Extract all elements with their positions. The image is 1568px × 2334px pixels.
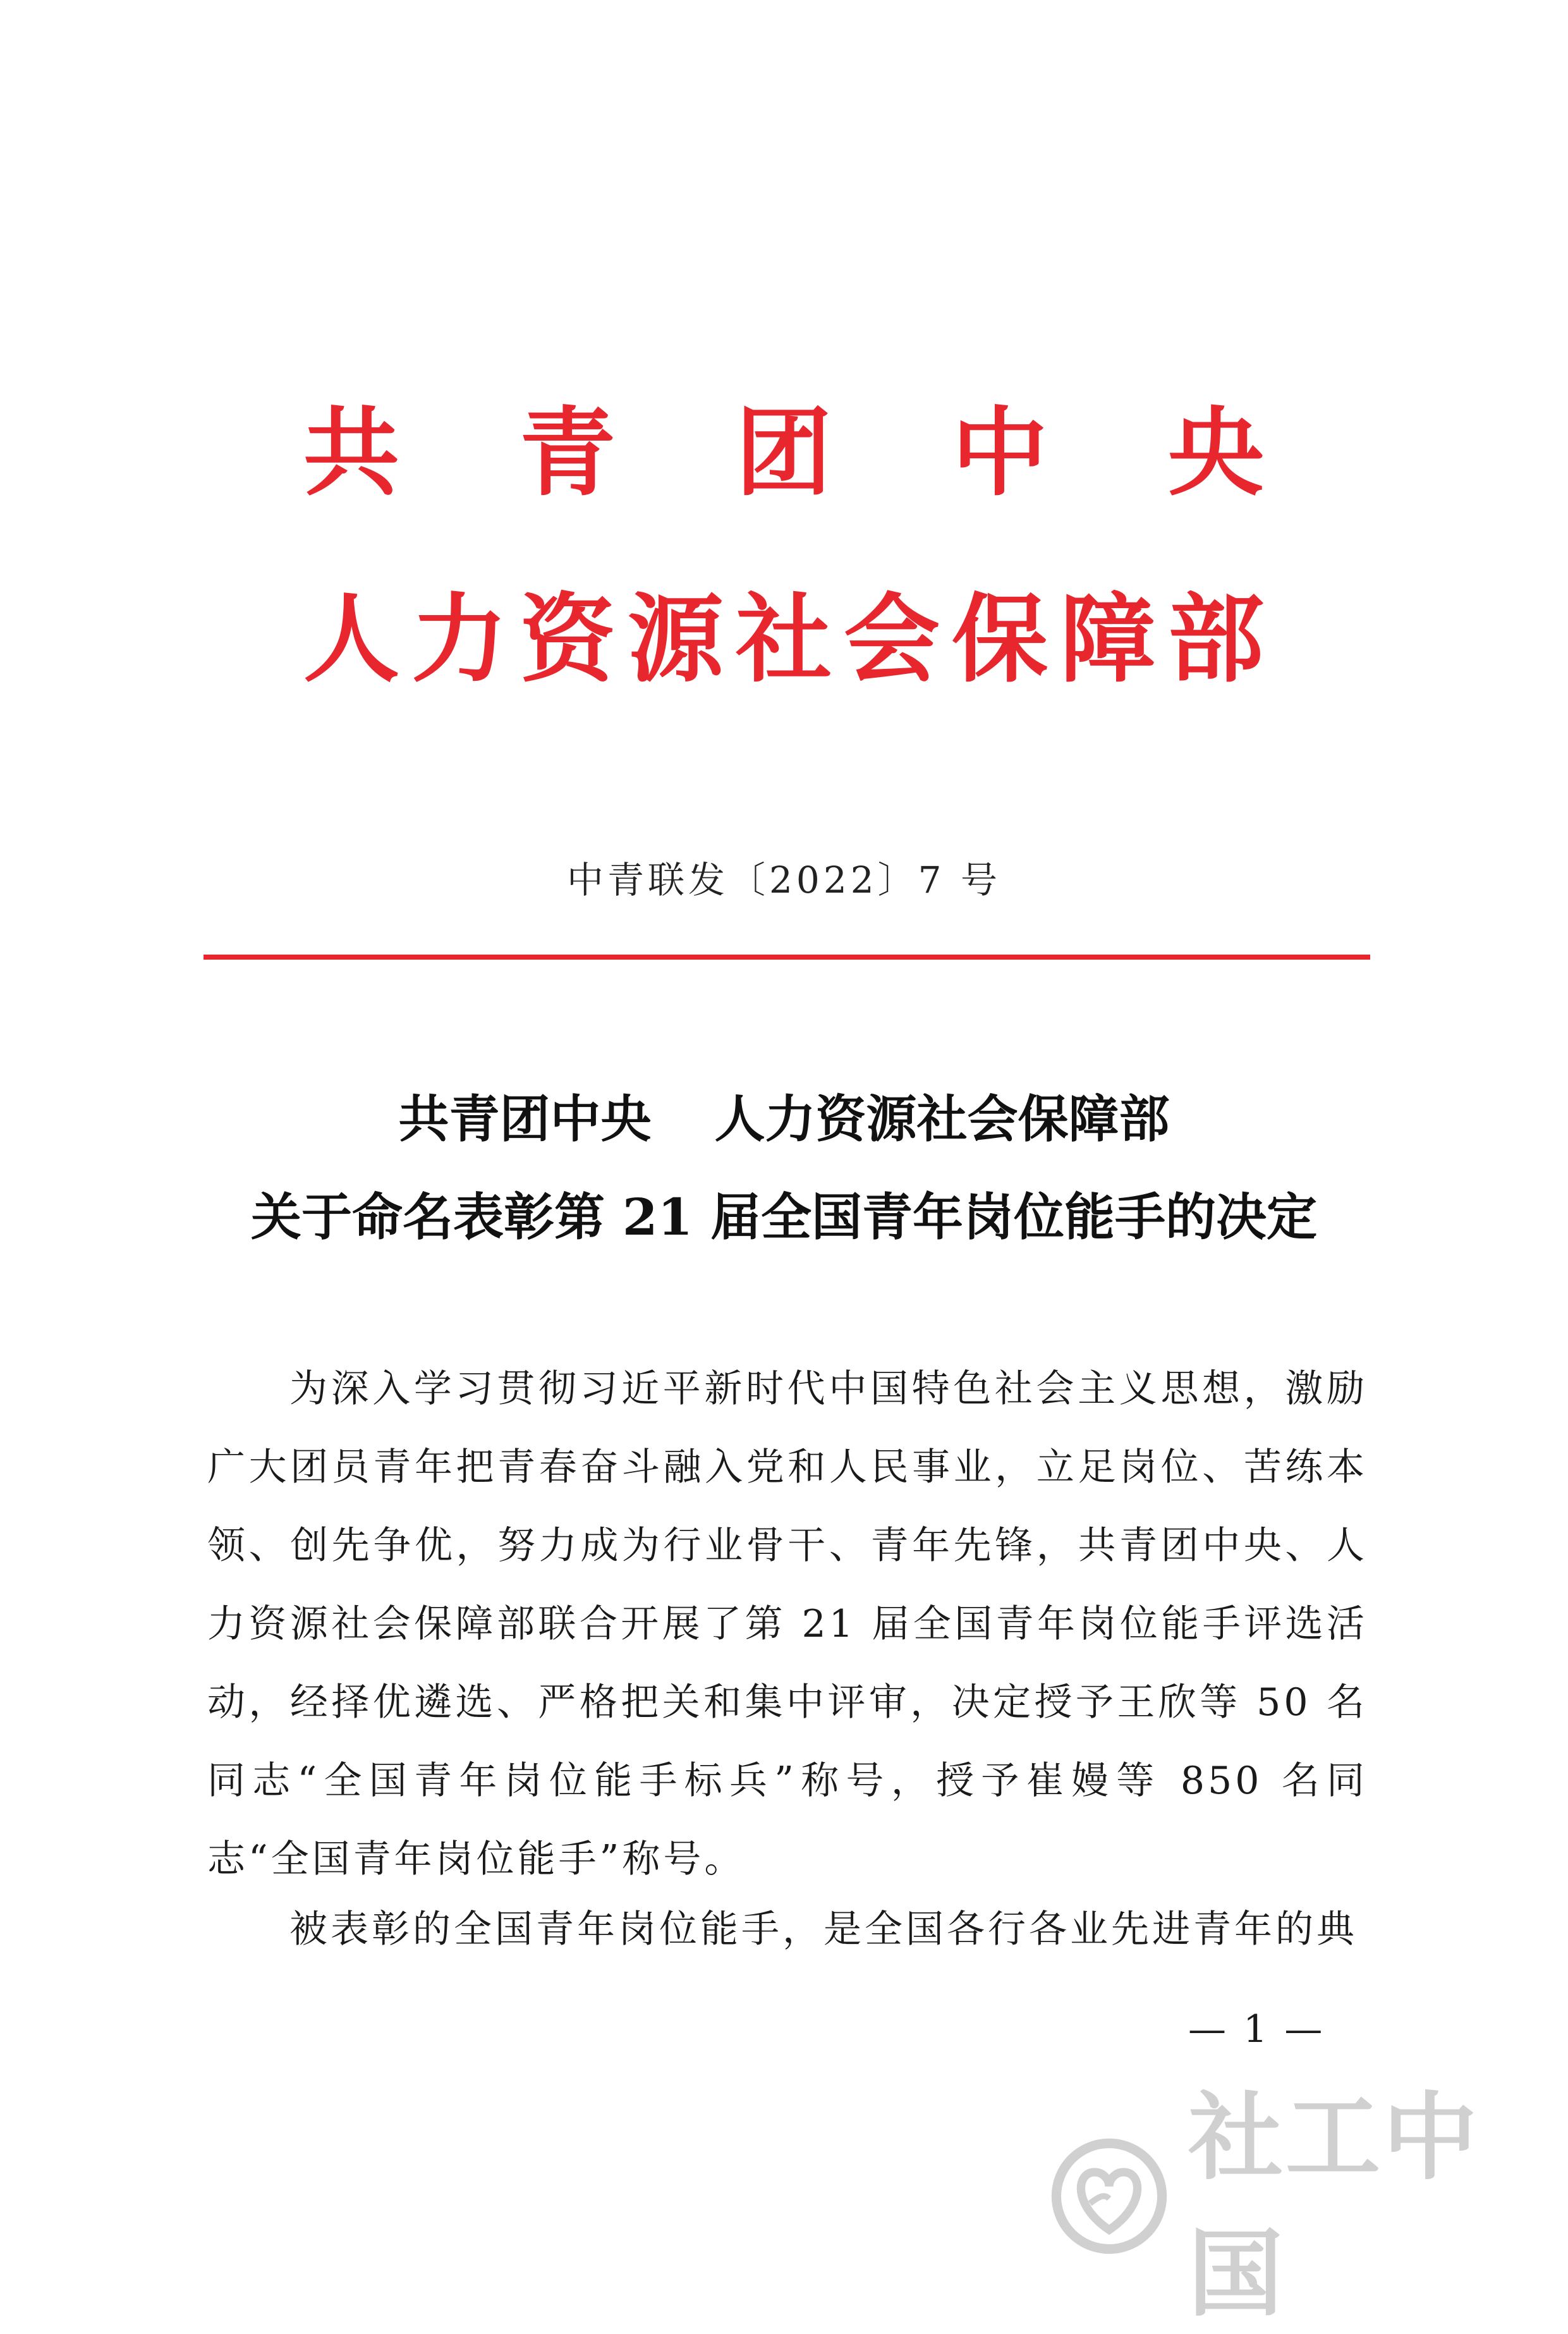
issuer-char: 社: [736, 582, 832, 695]
issuer-char: 部: [1168, 582, 1264, 695]
issuer-char: 中: [952, 396, 1048, 509]
watermark-text: 社工中国: [1188, 2083, 1481, 2330]
title-issuer-1: 共青团中央: [398, 1089, 652, 1149]
issuer-char: 团: [736, 396, 832, 509]
title-issuer-2: 人力资源社会保障部: [714, 1089, 1170, 1149]
issuer-char: 资: [520, 582, 616, 695]
issuer-char: 人: [303, 582, 399, 695]
red-divider-line: [204, 955, 1370, 960]
heart-hands-logo-icon: [1049, 2136, 1169, 2259]
issuer-char: 保: [952, 582, 1048, 695]
issuer-line-2: [303, 582, 1264, 695]
issuer-char: 央: [1168, 396, 1264, 509]
issuer-line-1: [303, 396, 1264, 509]
page-number: — 1 —: [1188, 2007, 1325, 2051]
document-title-line-1: [0, 1089, 1568, 1149]
watermark: [1049, 2061, 1568, 2334]
issuer-char: 障: [1060, 582, 1156, 695]
issuer-char: 力: [411, 582, 507, 695]
body-paragraph-2: 被表彰的全国青年岗位能手，是全国各行各业先进青年的典: [289, 1907, 1358, 1952]
issuer-char: 会: [844, 582, 940, 695]
issuer-char: 源: [628, 582, 724, 695]
document-title-line-2: 关于命名表彰第 21 届全国青年岗位能手的决定: [250, 1187, 1318, 1247]
issuer-char: 共: [303, 396, 399, 509]
body-paragraph-1: 为深入学习贯彻习近平新时代中国特色社会主义思想，激励广大团员青年把青春奋斗融入党和人民事业，立足岗位、苦练本领、创先争优，努力成为行业骨干、青年先锋，共青团中央、人力资源社会保障部联合开展了第 21 届全国青年岗位能手评选活动，经择优遴选、严格把关和集中评审，决定授予王欣等 50 名同志“全国青年岗位能手标兵”称号，授予崔嫚等 850 名同志“全国青年岗位能手”称号。: [207, 1367, 1368, 1881]
document-number: 中青联发〔2022〕7 号: [567, 858, 1001, 901]
issuer-char: 青: [520, 396, 616, 509]
